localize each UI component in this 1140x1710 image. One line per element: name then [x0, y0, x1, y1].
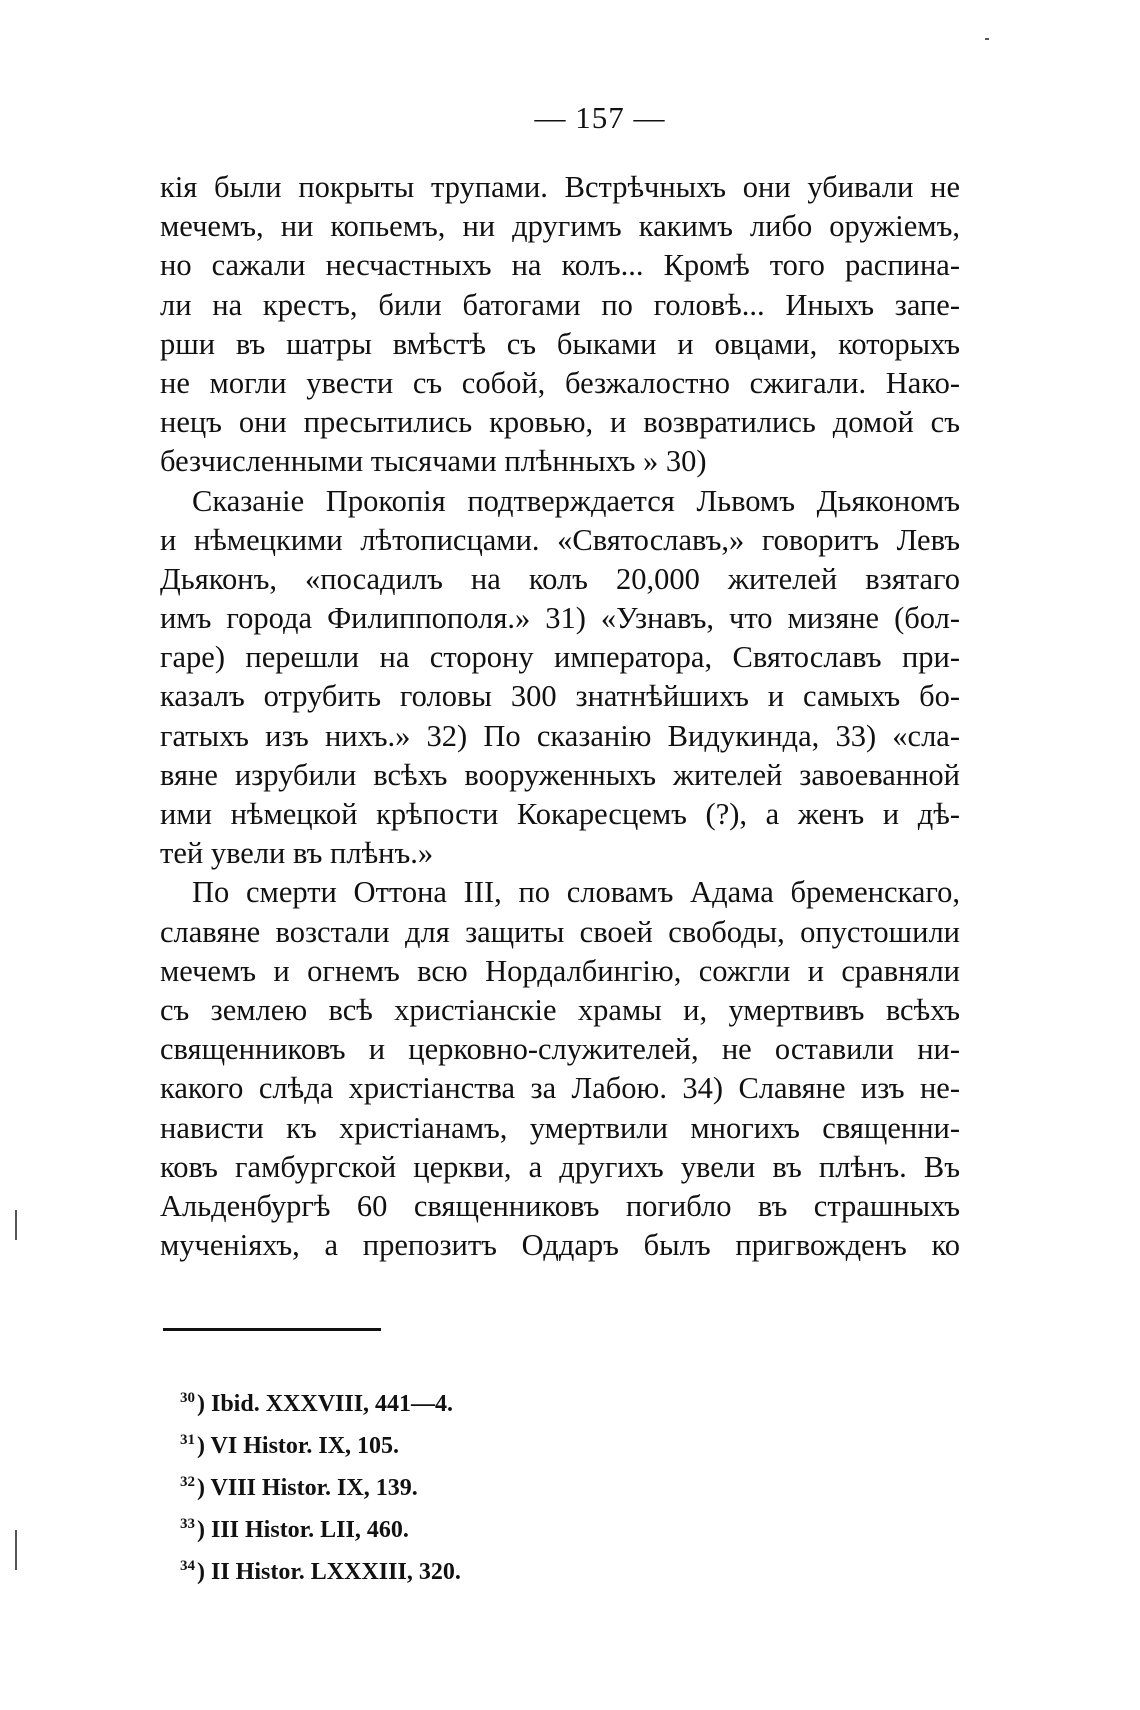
text-line: не могли увести съ собой, безжалостно сжигали. Нако- — [160, 365, 960, 400]
text-line: и нѣмецкими лѣтописцами. «Святославъ,» говоритъ Левъ — [160, 522, 960, 557]
scan-artifact — [15, 1210, 17, 1240]
text-line: гаре) перешли на сторону императора, Святославъ при- — [160, 640, 960, 675]
footnote-mark: 31 — [180, 1432, 195, 1448]
text-line: ими нѣмецкой крѣпости Кокаресцемъ (?), а женъ и дѣ- — [160, 797, 960, 831]
footnote-mark: 32 — [180, 1474, 195, 1490]
text-line: мученіяхъ, а препозитъ Оддаръ былъ пригвожденъ ко — [160, 1228, 960, 1263]
footnote-text: ) Ibid. XXXVIII, 441—4. — [197, 1391, 454, 1417]
scan-artifact — [15, 1530, 17, 1570]
text-line: казалъ отрубить головы 300 знатнѣйшихъ и самыхъ бо- — [160, 679, 960, 714]
footnote-text: ) III Histor. LII, 460. — [197, 1517, 409, 1543]
text-line: съ землею всѣ христіанскіе храмы и, умертвивъ всѣхъ — [160, 992, 960, 1027]
footnote-divider — [163, 1328, 381, 1331]
text-line: рши въ шатры вмѣстѣ съ быками и овцами, которыхъ — [160, 326, 960, 361]
footnote — [180, 1548, 461, 1590]
text-line: Сказаніе Прокопія подтверждается Львомъ Дьякономъ — [192, 483, 960, 518]
scan-artifact — [985, 38, 989, 40]
text-line: мечемъ, ни копьемъ, ни другимъ какимъ либо оружіемъ, — [160, 209, 960, 244]
footnote — [180, 1422, 461, 1464]
text-line: гатыхъ изъ нихъ.» 32) По сказанію Видукинда, 33) «сла- — [160, 718, 960, 753]
body-text — [160, 168, 960, 1265]
text-line: Дьяконъ, «посадилъ на колъ 20,000 жителей взятаго — [160, 561, 960, 596]
text-line: какого слѣда христіанства за Лабою. 34) Славяне изъ не- — [160, 1071, 960, 1106]
text-line: Альденбургѣ 60 священниковъ погибло въ страшныхъ — [160, 1188, 960, 1223]
text-line: тей увели въ плѣнъ.» — [160, 836, 434, 871]
footnote — [180, 1464, 461, 1506]
text-line: нависти къ христіанамъ, умертвили многихъ священни- — [160, 1110, 960, 1145]
text-line: но сажали несчастныхъ на колъ... Кромѣ того распина- — [160, 248, 960, 283]
text-line: безчисленными тысячами плѣнныхъ » 30) — [160, 444, 707, 479]
text-line: вяне изрубили всѣхъ вооруженныхъ жителей завоеванной — [160, 757, 960, 792]
footnote-mark: 34 — [180, 1558, 195, 1574]
text-line: славяне возстали для защиты своей свободы, опустошили — [160, 914, 960, 949]
text-line: священниковъ и церковно-служителей, не оставили ни- — [160, 1032, 960, 1067]
footnote-text: ) VIII Histor. IX, 139. — [197, 1475, 418, 1501]
footnote — [180, 1380, 461, 1422]
footnote — [180, 1506, 461, 1548]
text-line: имъ города Филиппополя.» 31) «Узнавъ, что мизяне (бол- — [160, 601, 960, 636]
page-number: — 157 — — [534, 100, 666, 135]
text-line: ковъ гамбургской церкви, а другихъ увели въ плѣнъ. Въ — [160, 1149, 960, 1184]
footnote-mark: 33 — [180, 1516, 195, 1532]
text-line: кія были покрыты трупами. Встрѣчныхъ они убивали не — [160, 170, 960, 204]
text-line: ли на крестъ, били батогами по головѣ... Иныхъ запе- — [160, 287, 960, 322]
text-line: мечемъ и огнемъ всю Нордалбингію, сожгли и сравняли — [160, 953, 960, 988]
footnote-text: ) VI Histor. IX, 105. — [197, 1433, 400, 1459]
text-line: нецъ они пресытились кровью, и возвратились домой съ — [160, 405, 960, 440]
footnotes — [180, 1380, 461, 1590]
text-line: По смерти Оттона III, по словамъ Адама бременскаго, — [192, 875, 960, 910]
footnote-text: ) II Histor. LXXXIII, 320. — [197, 1559, 461, 1585]
footnote-mark: 30 — [180, 1390, 195, 1406]
